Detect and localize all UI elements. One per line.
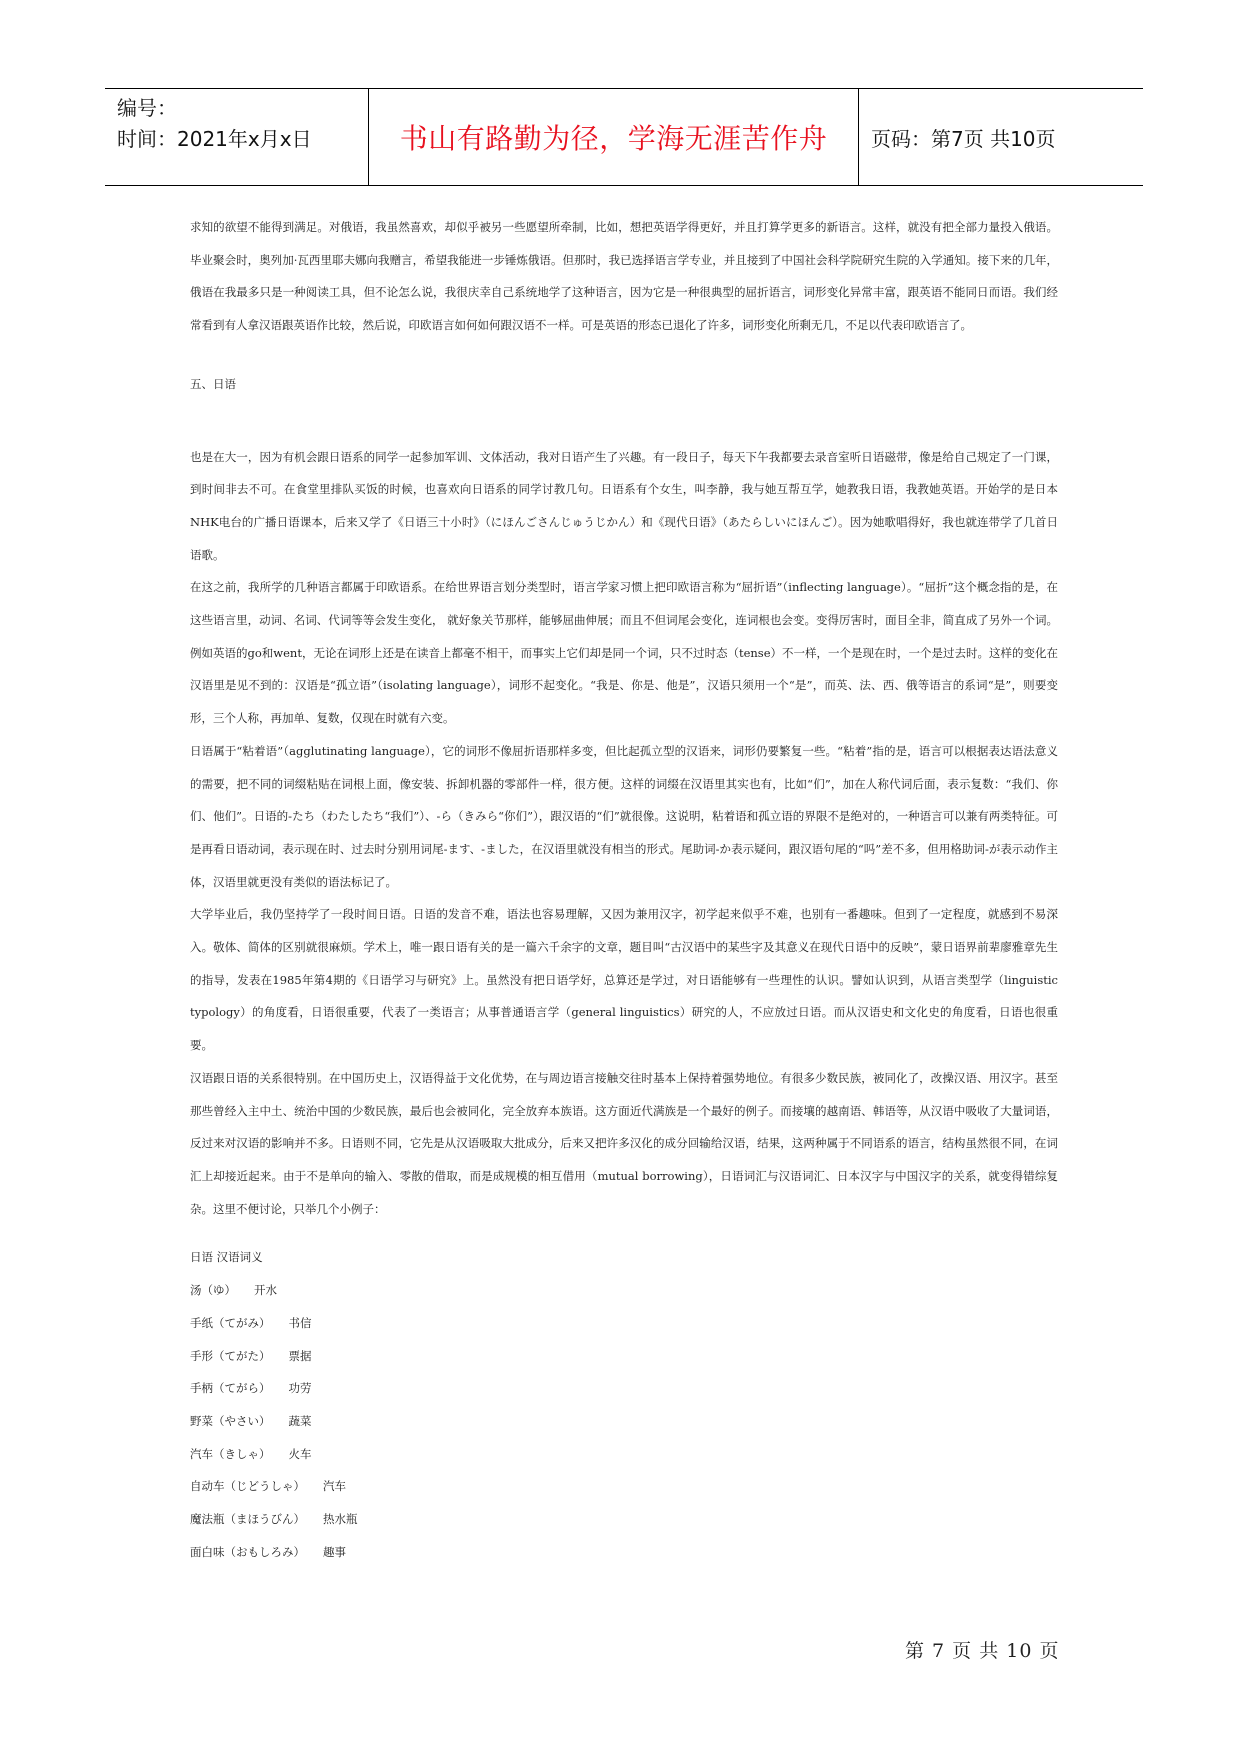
vocab-japanese: 野菜（やさい） — [190, 1413, 271, 1428]
vocab-row — [190, 1340, 1058, 1373]
vocab-row — [190, 1470, 1058, 1503]
vocab-japanese: 手纸（てがみ） — [190, 1315, 271, 1330]
header-page-code: 页码：第7页 共10页 — [871, 126, 1056, 151]
vocab-japanese: 汤（ゆ） — [190, 1283, 236, 1298]
vocab-row — [190, 1372, 1058, 1405]
vocab-japanese: 手柄（てがら） — [190, 1381, 271, 1396]
paragraph: 大学毕业后，我仍坚持学了一段时间日语。日语的发音不难，语法也容易理解，又因为兼用汉字，初学起来似乎不难，也别有一番趣味。但到了一定程度，就感到不易深入。敬体、简体的区别就很麻烦。学术上，唯一跟日语有关的是一篇六千余字的文章，题目叫“古汉语中的某些字及其意义在现代日语中的反映”，蒙日语界前辈廖雅章先生的指导，发表在1985年第4期的《日语学习与研究》上。虽然没有把日语学好，总算还是学过，对日语能够有一些理性的认识。譬如认识到，从语言类型学（linguistic typology）的角度看，日语很重要，代表了一类语言；从事普通语言学（general linguistics）研究的人，不应放过日语。而从汉语史和文化史的角度看，日语也很重要。 — [190, 907, 1058, 1053]
vocab-chinese: 趣事 — [323, 1544, 346, 1559]
vocab-chinese: 火车 — [288, 1446, 312, 1461]
vocab-japanese: 魔法瓶（まほうびん） — [190, 1512, 305, 1527]
vocab-chinese: 书信 — [288, 1315, 312, 1330]
vocab-chinese: 蔬菜 — [288, 1413, 312, 1428]
paragraph: 日语属于“粘着语”（agglutinating language），它的词形不像屈折语那样多变，但比起孤立型的汉语来，词形仍要繁复一些。“粘着”指的是，语言可以根据表达语法意义的需要，把不同的词缀粘贴在词根上面，像安装、拆卸机器的零部件一样，很方便。这样的词缀在汉语里其实也有，比如“们”，加在人称代词后面，表示复数：“我们、你们、他们”。日语的-たち（わたしたち“我们”）、-ら（きみら“你们”），跟汉语的“们”就很像。这说明，粘着语和孤立语的界限不是绝对的，一种语言可以兼有两类特征。可是再看日语动词，表示现在时、过去时分别用词尾-ます、-ました，在汉语里就没有相当的形式。尾助词-か表示疑问，跟汉语句尾的“吗”差不多，但用格助词-が表示动作主体，汉语里就更没有类似的语法标记了。 — [190, 743, 1058, 889]
document-body — [190, 211, 1058, 1568]
document-time-label: 时间：2021年x月x日 — [117, 127, 312, 151]
vocab-chinese: 功劳 — [288, 1381, 312, 1396]
paragraph: 也是在大一，因为有机会跟日语系的同学一起参加军训、文体活动，我对日语产生了兴趣。有一段日子，每天下午我都要去录音室听日语磁带，像是给自己规定了一门课，到时间非去不可。在食堂里排队买饭的时候，也喜欢向日语系的同学讨教几句。日语系有个女生，叫李静，我与她互帮互学，她教我日语，我教她英语。开始学的是日本NHK电台的广播日语课本，后来又学了《日语三十小时》（にほんごさんじゅうじかん）和《现代日语》（あたらしいにほんご）。因为她歌唱得好，我也就连带学了几首日语歌。 — [190, 449, 1058, 562]
vocab-row — [190, 1438, 1058, 1471]
vocab-row — [190, 1405, 1058, 1438]
vocab-row — [190, 1503, 1058, 1536]
vocab-row — [190, 1274, 1058, 1307]
vocab-list-title: 日语 汉语词义 — [190, 1250, 263, 1265]
vocab-japanese: 自动车（じどうしゃ） — [190, 1479, 305, 1494]
vocab-chinese: 汽车 — [323, 1479, 346, 1494]
paragraph: 求知的欲望不能得到满足。对俄语，我虽然喜欢，却似乎被另一些愿望所牵制，比如，想把英语学得更好，并且打算学更多的新语言。这样，就没有把全部力量投入俄语。毕业聚会时，奥列加·瓦西里耶夫娜向我赠言，希望我能进一步锤炼俄语。但那时，我已选择语言学专业，并且接到了中国社会科学院研究生院的入学通知。接下来的几年，俄语在我最多只是一种阅读工具，但不论怎么说，我很庆幸自己系统地学了这种语言，因为它是一种很典型的屈折语言，词形变化异常丰富，跟英语不能同日而语。我们经常看到有人拿汉语跟英语作比较，然后说，印欧语言如何如何跟汉语不一样。可是英语的形态已退化了许多，词形变化所剩无几，不足以代表印欧语言了。 — [190, 220, 1058, 333]
vocab-chinese: 票据 — [288, 1348, 312, 1363]
paragraph: 汉语跟日语的关系很特别。在中国历史上，汉语得益于文化优势，在与周边语言接触交往时基本上保持着强势地位。有很多少数民族，被同化了，改操汉语、用汉字。甚至那些曾经入主中土、统治中国的少数民族，最后也会被同化，完全放弃本族语。这方面近代满族是一个最好的例子。而接壤的越南语、韩语等，从汉语中吸收了大量词语，反过来对汉语的影响并不多。日语则不同，它先是从汉语吸取大批成分，后来又把许多汉化的成分回输给汉语，结果，这两种属于不同语系的语言，结构虽然很不同，在词汇上却接近起来。由于不是单向的输入、零散的借取，而是成规模的相互借用（mutual borrowing），日语词汇与汉语词汇、日本汉字与中国汉字的关系，就变得错综复杂。这里不便讨论，只举几个小例子： — [190, 1070, 1058, 1216]
vocab-row — [190, 1307, 1058, 1340]
paragraph: 在这之前，我所学的几种语言都属于印欧语系。在给世界语言划分类型时，语言学家习惯上把印欧语言称为“屈折语”（inflecting language）。“屈折”这个概念指的是，在这些语言里，动词、名词、代词等等会发生变化， 就好象关节那样，能够屈曲伸展；而且不但词尾会变化，连词根也会变。变得厉害时，面目全非，简直成了另外一个词。例如英语的go和went，无论在词形上还是在读音上都毫不相干，而事实上它们却是同一个词，只不过时态（tense）不一样，一个是现在时，一个是过去时。这样的变化在汉语里是见不到的：汉语是“孤立语”（isolating language），词形不起变化。“我是、你是、他是”，汉语只须用一个“是”，而英、法、西、俄等语言的系词“是”，则要变形，三个人称，再加单、复数，仅现在时就有六变。 — [190, 580, 1058, 726]
page-footer: 第 7 页 共 10 页 — [905, 1640, 1060, 1662]
page-header — [105, 88, 1143, 186]
header-meta — [105, 89, 369, 185]
document-number-label: 编号： — [117, 96, 177, 120]
section-heading: 五、日语 — [190, 376, 236, 391]
vocab-japanese: 手形（てがた） — [190, 1348, 271, 1363]
vocab-chinese: 热水瓶 — [323, 1512, 358, 1527]
vocab-row — [190, 1536, 1058, 1569]
header-motto: 书山有路勤为径，学海无涯苦作舟 — [369, 89, 859, 185]
vocab-japanese: 面白味（おもしろみ） — [190, 1544, 305, 1559]
vocab-japanese: 汽车（きしゃ） — [190, 1446, 271, 1461]
vocab-chinese: 开水 — [254, 1283, 277, 1298]
vocab-list — [190, 1274, 1058, 1568]
